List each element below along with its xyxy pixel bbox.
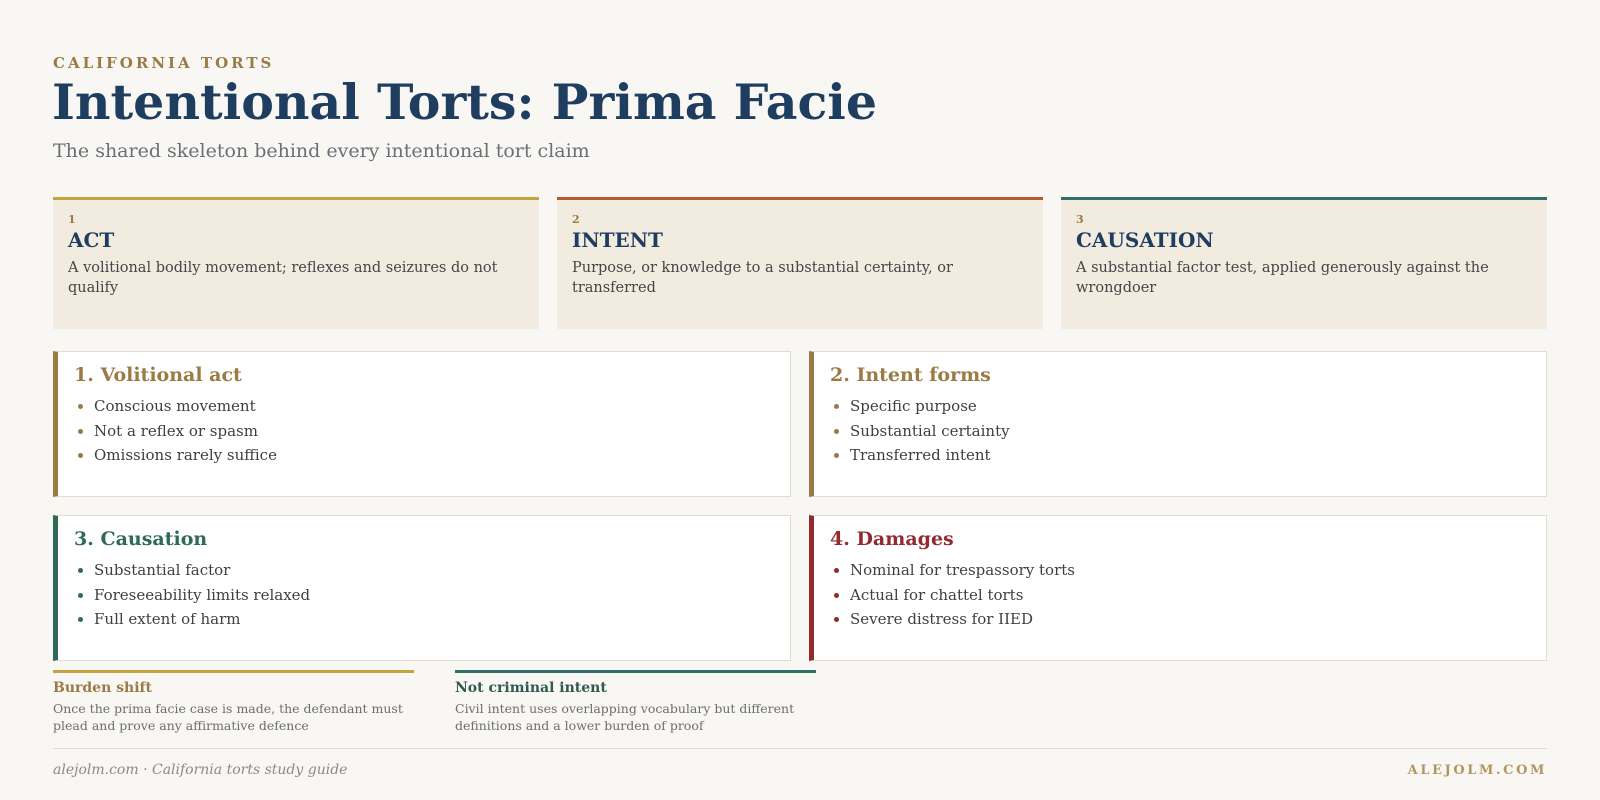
footer-brand: ALEJOLM.COM [1407,763,1547,778]
list-item [74,607,774,632]
bullet-icon [78,453,83,458]
list-item-text: Specific purpose [850,397,977,415]
pillar-number: 1 [68,213,76,226]
note-accent-bar [455,670,816,673]
bullet-icon [78,593,83,598]
footer-credit: alejolm.com · California torts study guide [53,762,348,778]
bullet-icon [834,404,839,409]
card-title: 3. Causation [74,528,208,550]
list-item-text: Not a reflex or spasm [94,421,258,440]
card-intent-forms [809,351,1547,497]
card-title: 2. Intent forms [830,364,991,386]
list-item-text: Substantial factor [94,561,231,579]
note-accent-bar [53,670,414,673]
pillar-title: ACT [68,228,115,252]
card-volitional-act [53,351,791,497]
note-body: Civil intent uses overlapping vocabulary but different definitions and a lower burden of proof [455,701,795,733]
pillar-causation [1061,197,1547,329]
card-list [74,558,774,632]
card-title: 1. Volitional act [74,364,242,386]
eyebrow-label: CALIFORNIA TORTS [53,54,275,72]
list-item-text: Transferred intent [850,446,991,464]
list-item-text: Nominal for trespassory torts [850,561,1075,579]
bullet-icon [834,568,839,573]
list-item-text: Conscious movement [94,397,256,415]
list-item [830,607,1530,632]
list-item [74,419,774,444]
list-item [74,394,774,419]
bullet-icon [834,429,839,434]
bullet-icon [78,404,83,409]
pillar-description: Purpose, or knowledge to a substantial certainty, or transferred [572,260,953,296]
pillar-description: A substantial factor test, applied generously against the wrongdoer [1076,260,1489,296]
bullet-icon [834,593,839,598]
bullet-icon [78,617,83,622]
pillar-title: INTENT [572,228,663,252]
list-item [74,443,774,468]
pillar-act [53,197,539,329]
note-not-criminal-intent [455,670,816,734]
card-list [830,394,1530,468]
bullet-icon [834,617,839,622]
list-item-text: Severe distress for IIED [850,610,1034,628]
card-causation [53,515,791,661]
list-item [830,583,1530,608]
pillar-description: A volitional bodily movement; reflexes and seizures do not qualify [68,260,498,296]
pillar-number: 2 [572,213,580,226]
pillar-title: CAUSATION [1076,228,1214,252]
list-item-text: Omissions rarely suffice [94,446,277,464]
card-title: 4. Damages [830,528,954,550]
bullet-icon [78,568,83,573]
note-title: Not criminal intent [455,680,607,696]
list-item-text: Actual for chattel torts [850,585,1024,604]
pillar-intent [557,197,1043,329]
list-item [830,419,1530,444]
list-item [74,583,774,608]
card-damages [809,515,1547,661]
pillar-number: 3 [1076,213,1084,226]
page-title: Intentional Torts: Prima Facie [52,73,878,131]
list-item-text: Foreseeability limits relaxed [94,585,311,604]
note-burden-shift [53,670,414,734]
note-title: Burden shift [53,680,153,696]
list-item [830,558,1530,583]
note-body: Once the prima facie case is made, the defendant must plead and prove any affirmative defence [53,701,403,733]
page-subtitle: The shared skeleton behind every intentional tort claim [53,140,590,162]
bullet-icon [78,429,83,434]
list-item-text: Full extent of harm [94,610,241,628]
list-item-text: Substantial certainty [850,421,1010,440]
list-item [74,558,774,583]
list-item [830,394,1530,419]
card-list [830,558,1530,632]
bullet-icon [834,453,839,458]
footer-divider [53,748,1547,749]
list-item [830,443,1530,468]
card-list [74,394,774,468]
